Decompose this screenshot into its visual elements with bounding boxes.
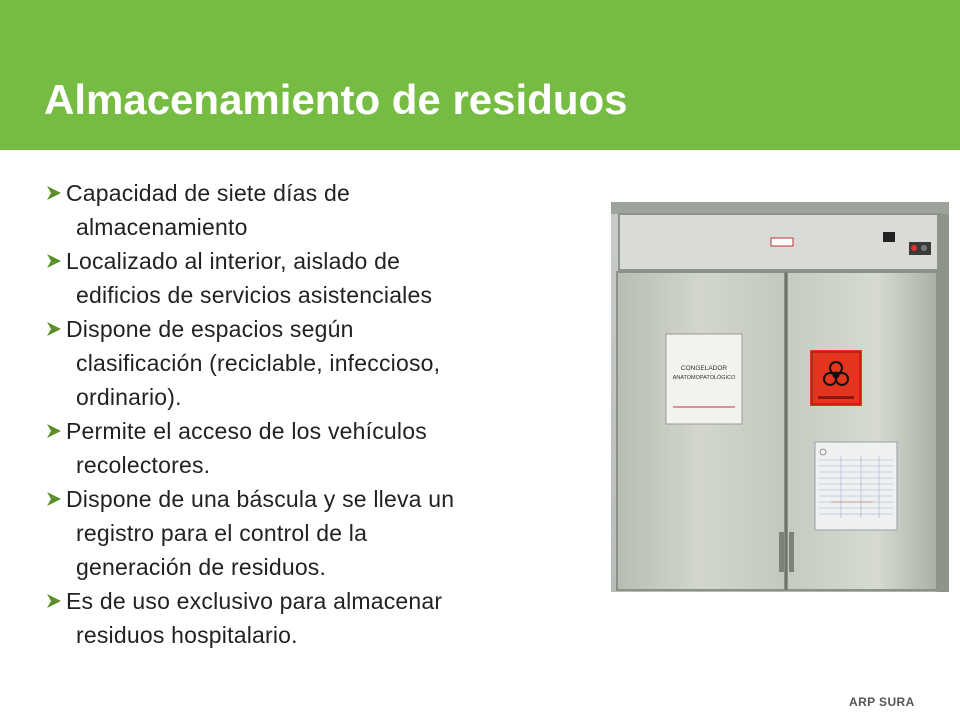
svg-text:CONGELADOR: CONGELADOR [680,365,728,372]
bullet-item [44,482,564,584]
arrow-bullet-icon [46,321,62,337]
bullet-line: residuos hospitalario. [76,622,298,648]
bullet-line: almacenamiento [76,214,248,240]
bullet-line: Capacidad de siete días de [66,180,350,206]
slide-title: Almacenamiento de residuos [44,76,628,123]
bullet-line: recolectores. [76,452,211,478]
bullet-line: clasificación (reciclable, infeccioso, [76,350,441,376]
arrow-bullet-icon [46,253,62,269]
title-banner [0,0,960,150]
bullet-item [44,414,564,482]
bullet-line: Dispone de una báscula y se lleva un [66,486,455,512]
bullet-line: registro para el control de la [76,520,368,546]
bullet-line: Dispone de espacios según [66,316,354,342]
bullet-item [44,176,564,244]
bullet-list [44,176,564,652]
arrow-bullet-icon [46,491,62,507]
arrow-bullet-icon [46,593,62,609]
bullet-line: ordinario). [76,384,182,410]
bullet-item [44,312,564,414]
arrow-bullet-icon [46,185,62,201]
footer-brand: ARP SURA [849,695,915,709]
svg-text:ANATOMOPATOLÓGICO: ANATOMOPATOLÓGICO [672,375,736,381]
bullet-line: Permite el acceso de los vehículos [66,418,427,444]
bullet-item [44,584,564,652]
bullet-line: edificios de servicios asistenciales [76,282,433,308]
bullet-line: Es de uso exclusivo para almacenar [66,588,443,614]
storage-room-photo [611,202,949,592]
bullet-line: Localizado al interior, aislado de [66,248,401,274]
bullet-line: generación de residuos. [76,554,327,580]
arrow-bullet-icon [46,423,62,439]
bullet-item [44,244,564,312]
